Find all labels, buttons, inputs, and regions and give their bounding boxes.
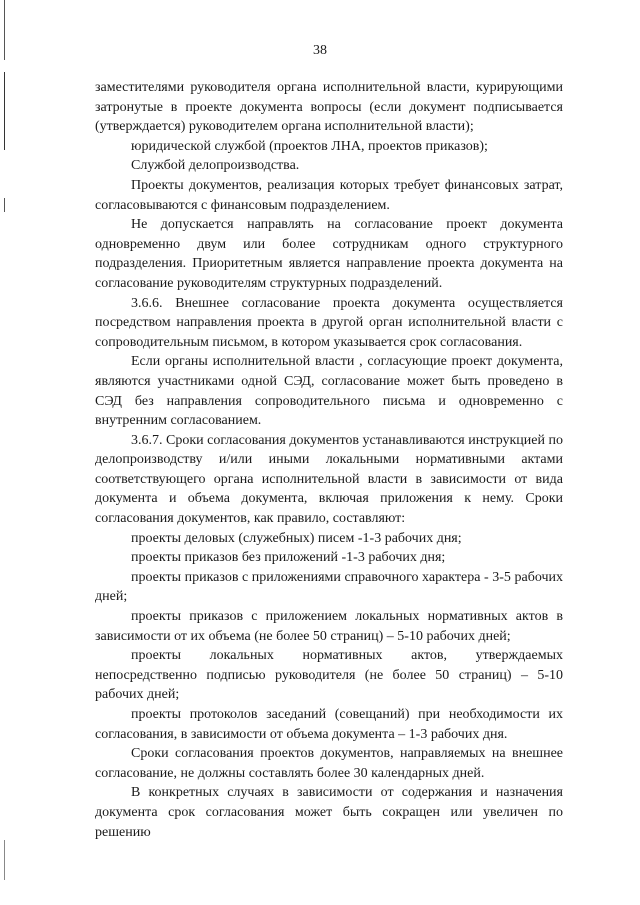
scan-artifact-line: [4, 840, 5, 880]
list-item: проекты протоколов заседаний (совещаний) при необходимости их согласования, в зависимости от объема документа – 1-3 рабочих дня.: [95, 707, 563, 742]
paragraph: юридической службой (проектов ЛНА, проектов приказов);: [131, 138, 488, 154]
paragraph: 3.6.7. Сроки согласования документов устанавливаются инструкцией по делопроизводству и/или иными локальными нормативными актами соответствующего органа исполнительной власти в зависимости от вида документа и объема документа, включая приложения к нему. Сроки согласования документов, как правило, составляют:: [95, 432, 563, 527]
list-item: проекты приказов без приложений -1-3 рабочих дня;: [131, 550, 446, 566]
paragraph: Службой делопроизводства.: [131, 158, 300, 174]
list-item: проекты приказов с приложением локальных нормативных актов в зависимости от их объема (не более 50 страниц) – 5-10 рабочих дней;: [95, 609, 563, 644]
paragraph: 3.6.6. Внешнее согласование проекта документа осуществляется посредством направления проекта в другой орган исполнительной власти с сопроводительным письмом, в котором указывается срок согласования.: [95, 295, 563, 350]
paragraph: Сроки согласования проектов документов, направляемых на внешнее согласование, не должны составлять более 30 календарных дней.: [95, 746, 563, 781]
paragraph: Не допускается направлять на согласование проект документа одновременно двум или более сотрудникам одного структурного подразделения. Приоритетным является направление проекта документа на согласование руководителям структурных подразделений.: [95, 217, 563, 291]
list-item: проекты деловых (служебных) писем -1-3 рабочих дня;: [131, 530, 462, 546]
scan-artifact-line: [4, 72, 5, 150]
paragraph: В конкретных случаях в зависимости от содержания и назначения документа срок согласования может быть сокращен или увеличен по решению: [95, 785, 563, 840]
scan-artifact-line: [4, 198, 5, 212]
page-number: 38: [313, 43, 327, 58]
document-body: [95, 78, 563, 842]
list-item: проекты локальных нормативных актов, утверждаемых непосредственно подписью руководителя (не более 50 страниц) – 5-10 рабочих дней;: [95, 648, 563, 703]
list-item: проекты приказов с приложениями справочного характера - 3-5 рабочих дней;: [95, 569, 563, 605]
paragraph: заместителями руководителя органа исполнительной власти, курирующими затронутые в проекте документа вопросы (если документ подписывается (утверждается) руководителем органа исполнительной власти);: [95, 80, 563, 135]
paragraph: Проекты документов, реализация которых требует финансовых затрат, согласовываются с финансовым подразделением.: [95, 177, 563, 213]
paragraph: Если органы исполнительной власти , согласующие проект документа, являются участниками одной СЭД, согласование может быть проведено в СЭД без направления сопроводительного письма и одновременно с внутренним согласованием.: [95, 354, 563, 429]
